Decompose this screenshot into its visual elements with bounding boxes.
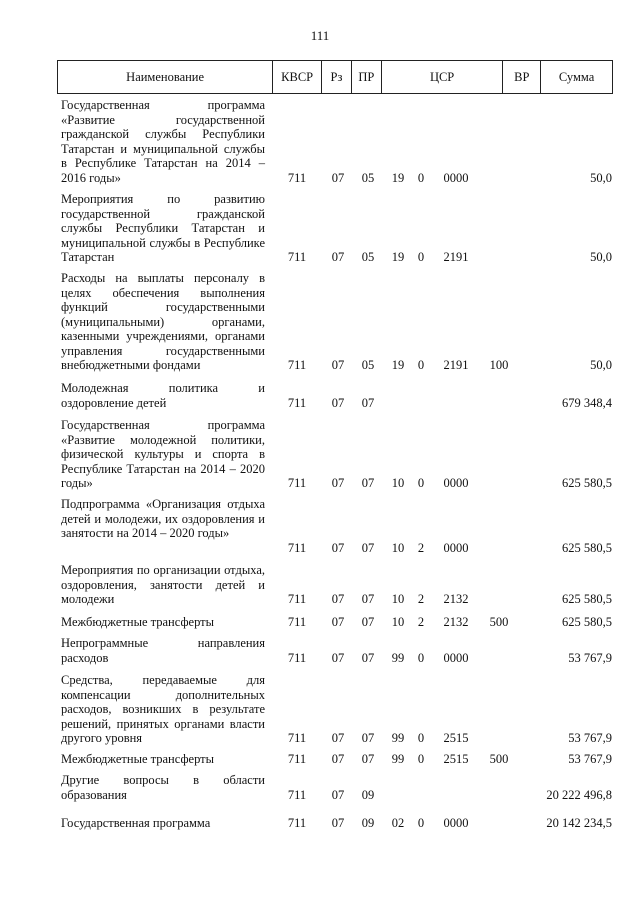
cell-sum: 20 222 496,8 <box>546 787 612 802</box>
cell-rz: 07 <box>331 358 345 372</box>
cell-c1: 10 <box>391 476 405 490</box>
cell-kvsr: 711 <box>287 250 307 264</box>
cell-kvsr: 711 <box>287 816 307 830</box>
cell-c3: 0000 <box>443 476 469 490</box>
row-name: Мероприятия по организации отдыха, оздоровления, занятости детей и молодежи <box>61 563 265 606</box>
cell-sum: 50,0 <box>590 250 612 264</box>
cell-c2: 0 <box>417 358 425 372</box>
header-csr: ЦСР <box>382 61 504 93</box>
cell-c1: 10 <box>391 540 405 555</box>
cell-c1: 99 <box>391 752 405 766</box>
cell-rz: 07 <box>331 752 345 766</box>
cell-c3: 2132 <box>443 592 469 606</box>
cell-c2: 0 <box>417 476 425 490</box>
cell-rz: 07 <box>331 540 345 555</box>
cell-rz: 07 <box>331 170 345 185</box>
row-name: Государственная программа «Развитие государственной гражданской службы Республики Татарстан и муниципальной службы в Республике Татарстан на 2014 – 2016 годы» <box>61 98 265 185</box>
cell-pr: 05 <box>361 358 375 372</box>
cell-c2: 0 <box>417 731 425 745</box>
cell-c3: 2515 <box>443 731 469 745</box>
cell-rz: 07 <box>331 731 345 745</box>
cell-kvsr: 711 <box>287 592 307 606</box>
cell-rz: 07 <box>331 250 345 264</box>
cell-c1: 99 <box>391 731 405 745</box>
cell-kvsr: 711 <box>287 476 307 490</box>
cell-pr: 07 <box>361 752 375 766</box>
header-pr: ПР <box>352 61 382 93</box>
cell-c1: 99 <box>391 650 405 665</box>
cell-sum: 53 767,9 <box>568 731 612 745</box>
cell-kvsr: 711 <box>287 650 307 665</box>
cell-kvsr: 711 <box>287 540 307 555</box>
header-name: Наименование <box>58 61 273 93</box>
cell-sum: 53 767,9 <box>568 650 612 665</box>
cell-vr: 500 <box>489 615 509 629</box>
cell-pr: 07 <box>361 395 375 410</box>
page-number: 111 <box>310 28 330 43</box>
cell-rz: 07 <box>331 787 345 802</box>
table-header <box>57 60 613 94</box>
cell-c1: 19 <box>391 250 405 264</box>
row-name: Государственная программа <box>61 816 211 830</box>
cell-rz: 07 <box>331 592 345 606</box>
cell-c2: 0 <box>417 650 425 665</box>
row-name: Другие вопросы в области образования <box>61 773 265 802</box>
cell-c2: 0 <box>417 752 425 766</box>
cell-c1: 02 <box>391 816 405 830</box>
cell-sum: 625 580,5 <box>562 476 612 490</box>
row-name: Межбюджетные трансферты <box>61 752 215 766</box>
row-name: Непрограммные направления расходов <box>61 636 265 665</box>
cell-pr: 07 <box>361 476 375 490</box>
cell-c2: 2 <box>417 592 425 606</box>
cell-c1: 19 <box>391 170 405 185</box>
cell-rz: 07 <box>331 395 345 410</box>
cell-pr: 07 <box>361 540 375 555</box>
cell-c2: 0 <box>417 250 425 264</box>
cell-c1: 10 <box>391 615 405 629</box>
header-sum: Сумма <box>558 69 595 84</box>
cell-c2: 0 <box>417 170 425 185</box>
header-rz: Рз <box>322 61 352 93</box>
cell-pr: 05 <box>361 250 375 264</box>
cell-sum: 50,0 <box>590 358 612 372</box>
cell-c2: 2 <box>417 540 425 555</box>
cell-sum: 625 580,5 <box>562 592 612 606</box>
cell-rz: 07 <box>331 816 345 830</box>
cell-sum: 50,0 <box>590 170 612 185</box>
cell-pr: 07 <box>361 592 375 606</box>
cell-c3: 2132 <box>443 615 469 629</box>
cell-kvsr: 711 <box>287 731 307 745</box>
cell-c2: 2 <box>417 615 425 629</box>
cell-rz: 07 <box>331 615 345 629</box>
row-name: Молодежная политика и оздоровление детей <box>61 381 265 410</box>
cell-pr: 07 <box>361 615 375 629</box>
cell-c1: 19 <box>391 358 405 372</box>
cell-kvsr: 711 <box>287 395 307 410</box>
cell-kvsr: 711 <box>287 615 307 629</box>
cell-pr: 07 <box>361 731 375 745</box>
cell-c3: 0000 <box>443 170 469 185</box>
cell-c1: 10 <box>391 592 405 606</box>
cell-sum: 53 767,9 <box>568 752 612 766</box>
row-name: Подпрограмма «Организация отдыха детей и молодежи, их оздоровления и занятости на 2014 – 2020 годы» <box>61 497 265 540</box>
row-name: Государственная программа «Развитие молодежной политики, физической культуры и спорта в Республике Татарстан на 2014 – 2020 годы» <box>61 418 265 490</box>
cell-rz: 07 <box>331 476 345 490</box>
header-kvsr: КВСР <box>273 61 322 93</box>
cell-kvsr: 711 <box>287 787 307 802</box>
row-name: Межбюджетные трансферты <box>61 615 215 629</box>
cell-kvsr: 711 <box>287 170 307 185</box>
row-name: Средства, передаваемые для компенсации дополнительных расходов, возникших в результате решений, принятых органами власти другого уровня <box>61 673 265 745</box>
cell-c3: 2191 <box>443 250 469 264</box>
cell-sum: 679 348,4 <box>562 395 612 410</box>
cell-c3: 0000 <box>443 540 469 555</box>
cell-c2: 0 <box>417 816 425 830</box>
row-name: Мероприятия по развитию государственной гражданской службы Республики Татарстан и муниципальной службы в Республике Татарстан <box>61 192 265 264</box>
cell-pr: 09 <box>361 787 375 802</box>
cell-pr: 05 <box>361 170 375 185</box>
row-name: Расходы на выплаты персоналу в целях обеспечения выполнения функций государственными (муниципальными) органами, казенными учреждениями, органами управления государственными внебюджетными фондами <box>61 271 265 372</box>
cell-c3: 0000 <box>443 650 469 665</box>
header-vr: ВР <box>503 61 541 93</box>
cell-c3: 2191 <box>443 358 469 372</box>
cell-vr: 500 <box>489 752 509 766</box>
cell-sum: 625 580,5 <box>562 615 612 629</box>
cell-sum: 20 142 234,5 <box>546 816 612 830</box>
cell-kvsr: 711 <box>287 752 307 766</box>
cell-c3: 0000 <box>443 816 469 830</box>
cell-sum: 625 580,5 <box>562 540 612 555</box>
cell-vr: 100 <box>489 358 509 372</box>
cell-rz: 07 <box>331 650 345 665</box>
cell-c3: 2515 <box>443 752 469 766</box>
cell-pr: 07 <box>361 650 375 665</box>
cell-kvsr: 711 <box>287 358 307 372</box>
cell-pr: 09 <box>361 816 375 830</box>
